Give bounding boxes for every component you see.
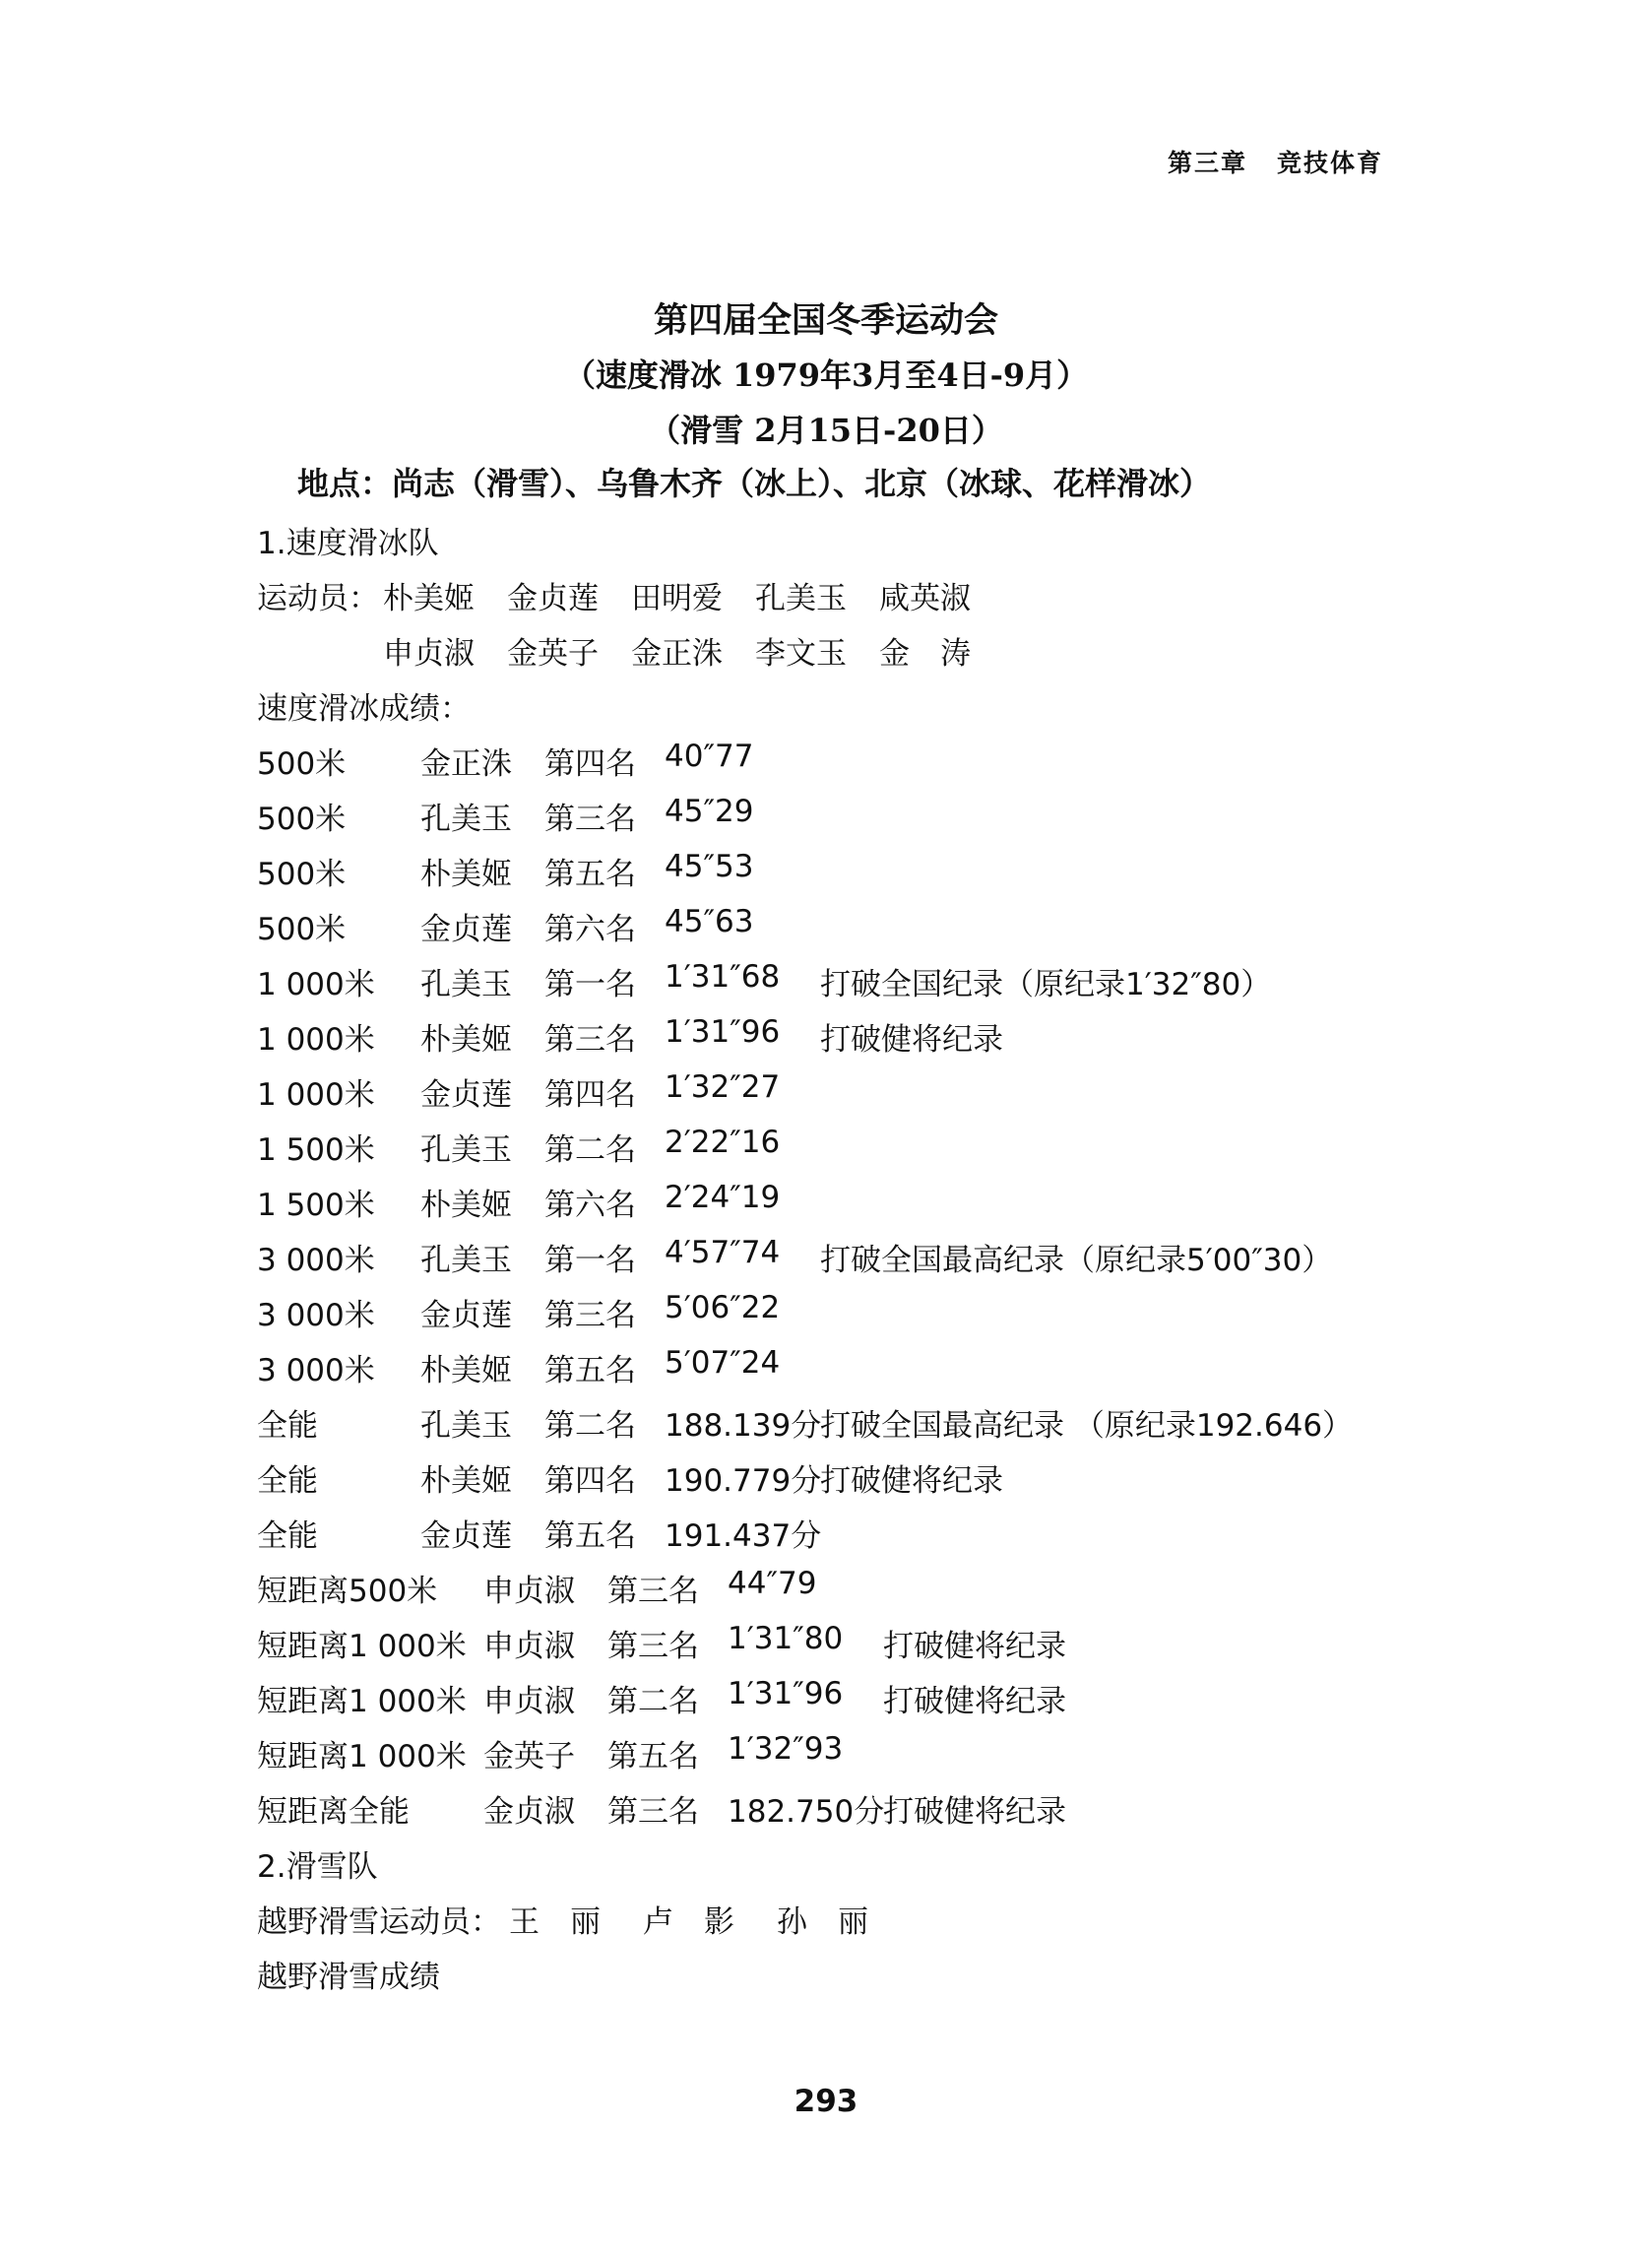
result-note: 打破健将纪录 — [883, 1629, 1066, 1664]
result-athlete: 金贞莲 — [420, 1298, 512, 1333]
result-athlete: 朴美姬 — [420, 1188, 512, 1223]
result-athlete: 朴美姬 — [420, 857, 512, 892]
section-heading-skiing: 2.滑雪队 — [257, 1849, 378, 1885]
running-header — [1168, 144, 1383, 179]
result-event: 500米 — [257, 802, 347, 837]
result-athlete: 朴美姬 — [420, 1353, 512, 1388]
result-event: 500米 — [257, 912, 347, 947]
result-event: 全能 — [257, 1518, 318, 1554]
result-note: 打破健将纪录 — [820, 1022, 1003, 1058]
result-athlete: 孔美玉 — [420, 802, 512, 837]
result-time: 191.437分 — [665, 1518, 822, 1554]
result-time: 45″53 — [665, 849, 754, 884]
result-athlete: 孔美玉 — [420, 967, 512, 1002]
result-rank: 第四名 — [544, 746, 636, 782]
result-event: 3 000米 — [257, 1298, 375, 1333]
result-athlete: 申贞淑 — [483, 1684, 575, 1719]
result-athlete: 金正洙 — [420, 746, 512, 782]
result-note: 打破健将纪录 — [883, 1684, 1066, 1719]
athletes-row-2 — [257, 628, 1045, 672]
skiing-athletes-label: 越野滑雪运动员： — [257, 1904, 501, 1940]
result-rank: 第三名 — [607, 1629, 699, 1664]
result-event: 3 000米 — [257, 1243, 375, 1278]
result-event: 1 000米 — [257, 1022, 375, 1058]
result-rank: 第五名 — [544, 1353, 636, 1388]
result-rank: 第三名 — [607, 1574, 699, 1609]
result-rank: 第一名 — [544, 967, 636, 1002]
result-event: 全能 — [257, 1408, 318, 1444]
results-heading-speed-skating: 速度滑冰成绩： — [257, 691, 471, 727]
result-time: 40″77 — [665, 739, 754, 774]
result-time: 44″79 — [728, 1566, 817, 1601]
result-rank: 第一名 — [544, 1243, 636, 1278]
result-rank: 第二名 — [607, 1684, 699, 1719]
result-note: 打破全国纪录（原纪录1′32″80） — [820, 967, 1272, 1002]
result-time: 1′32″27 — [665, 1069, 781, 1105]
result-athlete: 金贞莲 — [420, 1518, 512, 1554]
result-time: 2′22″16 — [665, 1125, 781, 1160]
result-time: 190.779分 — [665, 1463, 822, 1499]
results-heading-skiing: 越野滑雪成绩 — [257, 1960, 440, 1995]
result-event: 短距离1 000米 — [257, 1739, 467, 1774]
result-event: 1 500米 — [257, 1188, 375, 1223]
result-rank: 第三名 — [544, 1022, 636, 1058]
result-athlete: 金贞莲 — [420, 912, 512, 947]
page-title: 第四届全国冬季运动会 — [653, 300, 998, 341]
result-event: 全能 — [257, 1463, 318, 1499]
skiing-athletes-row — [257, 1897, 946, 1940]
athlete-name: 朴美姬 — [383, 581, 475, 616]
result-rank: 第二名 — [544, 1132, 636, 1168]
subtitle-skiing: （滑雪 2月15日-20日） — [649, 412, 1003, 449]
result-athlete: 申贞淑 — [483, 1574, 575, 1609]
result-athlete: 朴美姬 — [420, 1022, 512, 1058]
result-event: 短距离1 000米 — [257, 1684, 467, 1719]
result-rank: 第五名 — [544, 857, 636, 892]
result-time: 5′06″22 — [665, 1290, 781, 1325]
result-time: 4′57″74 — [665, 1235, 781, 1270]
result-event: 500米 — [257, 857, 347, 892]
result-athlete: 孔美玉 — [420, 1243, 512, 1278]
result-athlete: 金贞莲 — [420, 1077, 512, 1113]
chapter-label: 第三章 — [1168, 149, 1248, 177]
result-event: 1 000米 — [257, 1077, 375, 1113]
result-athlete: 朴美姬 — [420, 1463, 512, 1499]
result-event: 1 000米 — [257, 967, 375, 1002]
result-athlete: 孔美玉 — [420, 1408, 512, 1444]
result-event: 短距离1 000米 — [257, 1629, 467, 1664]
result-athlete: 金贞淑 — [483, 1794, 575, 1830]
result-event: 短距离500米 — [257, 1574, 438, 1609]
athletes-label: 运动员： — [257, 581, 379, 616]
result-time: 1′31″68 — [665, 959, 781, 995]
athlete-name: 田明爱 — [631, 581, 723, 616]
result-time: 1′31″96 — [728, 1676, 844, 1711]
result-rank: 第三名 — [607, 1794, 699, 1830]
athlete-name: 金贞莲 — [507, 581, 599, 616]
result-rank: 第三名 — [544, 1298, 636, 1333]
athlete-name: 申贞淑 — [383, 636, 475, 672]
result-time: 188.139分 — [665, 1408, 822, 1444]
result-time: 2′24″19 — [665, 1180, 781, 1215]
result-event: 3 000米 — [257, 1353, 375, 1388]
athlete-name: 王 丽 — [509, 1904, 601, 1940]
result-event: 短距离全能 — [257, 1794, 410, 1830]
result-rank: 第四名 — [544, 1077, 636, 1113]
athlete-name: 孔美玉 — [755, 581, 847, 616]
result-rank: 第四名 — [544, 1463, 636, 1499]
result-rank: 第五名 — [544, 1518, 636, 1554]
athlete-name: 孙 丽 — [777, 1904, 868, 1940]
result-athlete: 孔美玉 — [420, 1132, 512, 1168]
result-rank: 第五名 — [607, 1739, 699, 1774]
result-time: 5′07″24 — [665, 1345, 781, 1381]
result-athlete: 金英子 — [483, 1739, 575, 1774]
result-rank: 第二名 — [544, 1408, 636, 1444]
page-number: 293 — [794, 2084, 858, 2119]
result-rank: 第六名 — [544, 912, 636, 947]
athlete-name: 金正洙 — [631, 636, 723, 672]
location-line: 地点：尚志（滑雪）、乌鲁木齐（冰上）、北京（冰球、花样滑冰） — [297, 465, 1212, 502]
result-note: 打破全国最高纪录（原纪录5′00″30） — [820, 1243, 1333, 1278]
result-event: 500米 — [257, 746, 347, 782]
athlete-name: 李文玉 — [755, 636, 847, 672]
athlete-name: 金英子 — [507, 636, 599, 672]
subtitle-speed-skating: （速度滑冰 1979年3月至4日-9月） — [563, 356, 1089, 394]
athlete-name: 金 涛 — [879, 636, 971, 672]
result-time: 45″63 — [665, 904, 754, 939]
result-time: 1′31″96 — [665, 1014, 781, 1050]
result-time: 45″29 — [665, 794, 754, 829]
result-note: 打破健将纪录 — [883, 1794, 1066, 1830]
result-event: 1 500米 — [257, 1132, 375, 1168]
result-note: 打破全国最高纪录 （原纪录192.646） — [820, 1408, 1354, 1444]
athlete-name: 咸英淑 — [879, 581, 971, 616]
section-heading-speed-skating: 1.速度滑冰队 — [257, 526, 439, 561]
result-time: 182.750分 — [728, 1794, 885, 1830]
result-rank: 第六名 — [544, 1188, 636, 1223]
result-note: 打破健将纪录 — [820, 1463, 1003, 1499]
athlete-name: 卢 影 — [643, 1904, 734, 1940]
result-athlete: 申贞淑 — [483, 1629, 575, 1664]
result-time: 1′31″80 — [728, 1621, 844, 1656]
athletes-row-1 — [257, 573, 1045, 616]
section-label: 竞技体育 — [1277, 149, 1384, 177]
result-rank: 第三名 — [544, 802, 636, 837]
result-time: 1′32″93 — [728, 1731, 844, 1767]
